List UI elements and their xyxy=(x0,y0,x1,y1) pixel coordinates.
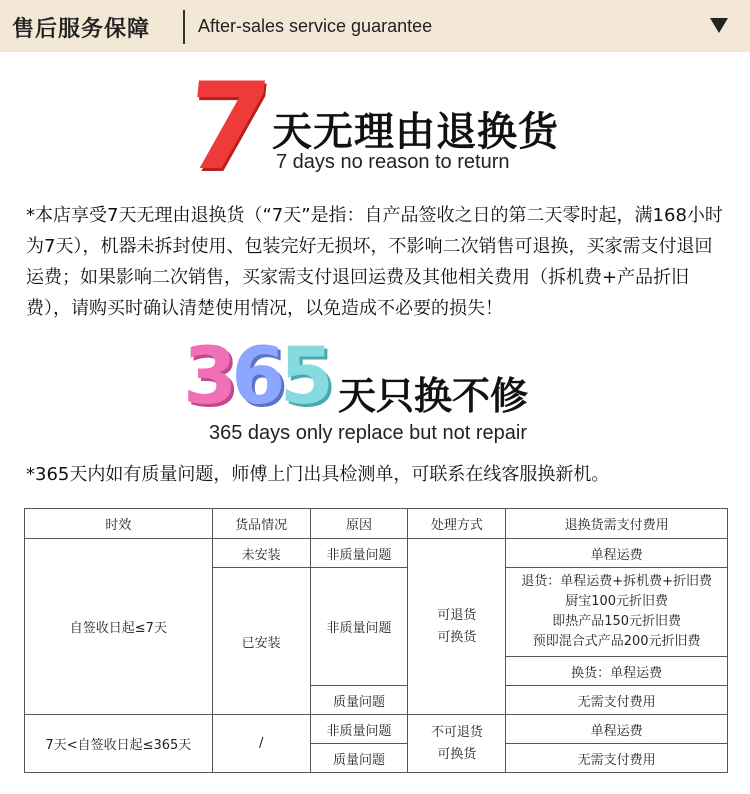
fee-cell: 无需支付费用 xyxy=(506,686,728,715)
seven-day-policy-text: *本店享受7天无理由退换货（“7天”是指：自产品签收之日的第二天零时起，满168小时为7天），机器未拆封使用、包装完好无损坏，不影响二次销售可退换，买家需支付退回运费；如果影响二次销售，买家需支付退回运费及其他相关费用（拆机费+产品折旧费），请购买时确认清楚使用情况，以免造成不必要的损失！ xyxy=(26,205,723,319)
number-365-graphic xyxy=(183,332,334,422)
table-row xyxy=(25,715,728,744)
return-policy-table xyxy=(24,508,728,773)
condition-cell: 已安装 xyxy=(212,568,310,715)
period-cell: 自签收日起≤7天 xyxy=(25,539,213,715)
seven-day-title: 天无理由退换货 xyxy=(272,109,559,155)
condition-cell: / xyxy=(212,715,310,773)
digit-5: 5 xyxy=(279,332,334,422)
period-cell: 7天<自签收日起≤365天 xyxy=(25,715,213,773)
reason-cell: 质量问题 xyxy=(310,744,408,773)
digit-6: 6 xyxy=(231,332,286,422)
table-row xyxy=(25,539,728,568)
handling-cell xyxy=(408,715,506,773)
fee-line: 即热产品150元折旧费 xyxy=(552,614,682,629)
replace-title: 天只换不修 xyxy=(338,374,529,418)
reason-cell: 质量问题 xyxy=(310,686,408,715)
collapse-arrow-icon[interactable] xyxy=(710,18,728,33)
header-divider xyxy=(183,10,185,44)
fee-cell: 换货：单程运费 xyxy=(506,657,728,686)
replace-policy-text: *365天内如有质量问题，师傅上门出具检测单，可联系在线客服换新机。 xyxy=(26,464,610,485)
fee-cell xyxy=(506,568,728,657)
handling-line: 可换货 xyxy=(437,746,477,762)
handling-line: 可换货 xyxy=(437,629,477,645)
fee-line: 厨宝100元折旧费 xyxy=(565,594,669,609)
header-cell: 原因 xyxy=(310,509,408,539)
handling-line: 不可退货 xyxy=(430,724,483,740)
table-header-row xyxy=(25,509,728,539)
header-cell: 退换货需支付费用 xyxy=(506,509,728,539)
fee-cell: 单程运费 xyxy=(506,715,728,744)
condition-cell: 未安装 xyxy=(212,539,310,568)
fee-line: 预即混合式产品200元折旧费 xyxy=(532,634,701,649)
reason-cell: 非质量问题 xyxy=(310,715,408,744)
reason-cell: 非质量问题 xyxy=(310,568,408,686)
header-cell: 时效 xyxy=(25,509,213,539)
handling-line: 可退货 xyxy=(437,607,477,623)
header-cell: 货品情况 xyxy=(212,509,310,539)
seven-graphic: 7 xyxy=(178,58,277,197)
fee-line: 退货：单程运费+拆机费+折旧费 xyxy=(521,574,713,589)
replace-subtitle: 365 days only replace but not repair xyxy=(209,422,527,444)
handling-cell xyxy=(408,539,506,715)
digit-3: 3 xyxy=(183,332,238,422)
header-cell: 处理方式 xyxy=(408,509,506,539)
seven-day-subtitle: 7 days no reason to return xyxy=(276,151,510,173)
header-bar xyxy=(0,0,750,52)
fee-cell: 单程运费 xyxy=(506,539,728,568)
fee-cell: 无需支付费用 xyxy=(506,744,728,773)
header-title-cn: 售后服务保障 xyxy=(12,17,151,42)
reason-cell: 非质量问题 xyxy=(310,539,408,568)
header-title-en: After-sales service guarantee xyxy=(198,16,433,36)
